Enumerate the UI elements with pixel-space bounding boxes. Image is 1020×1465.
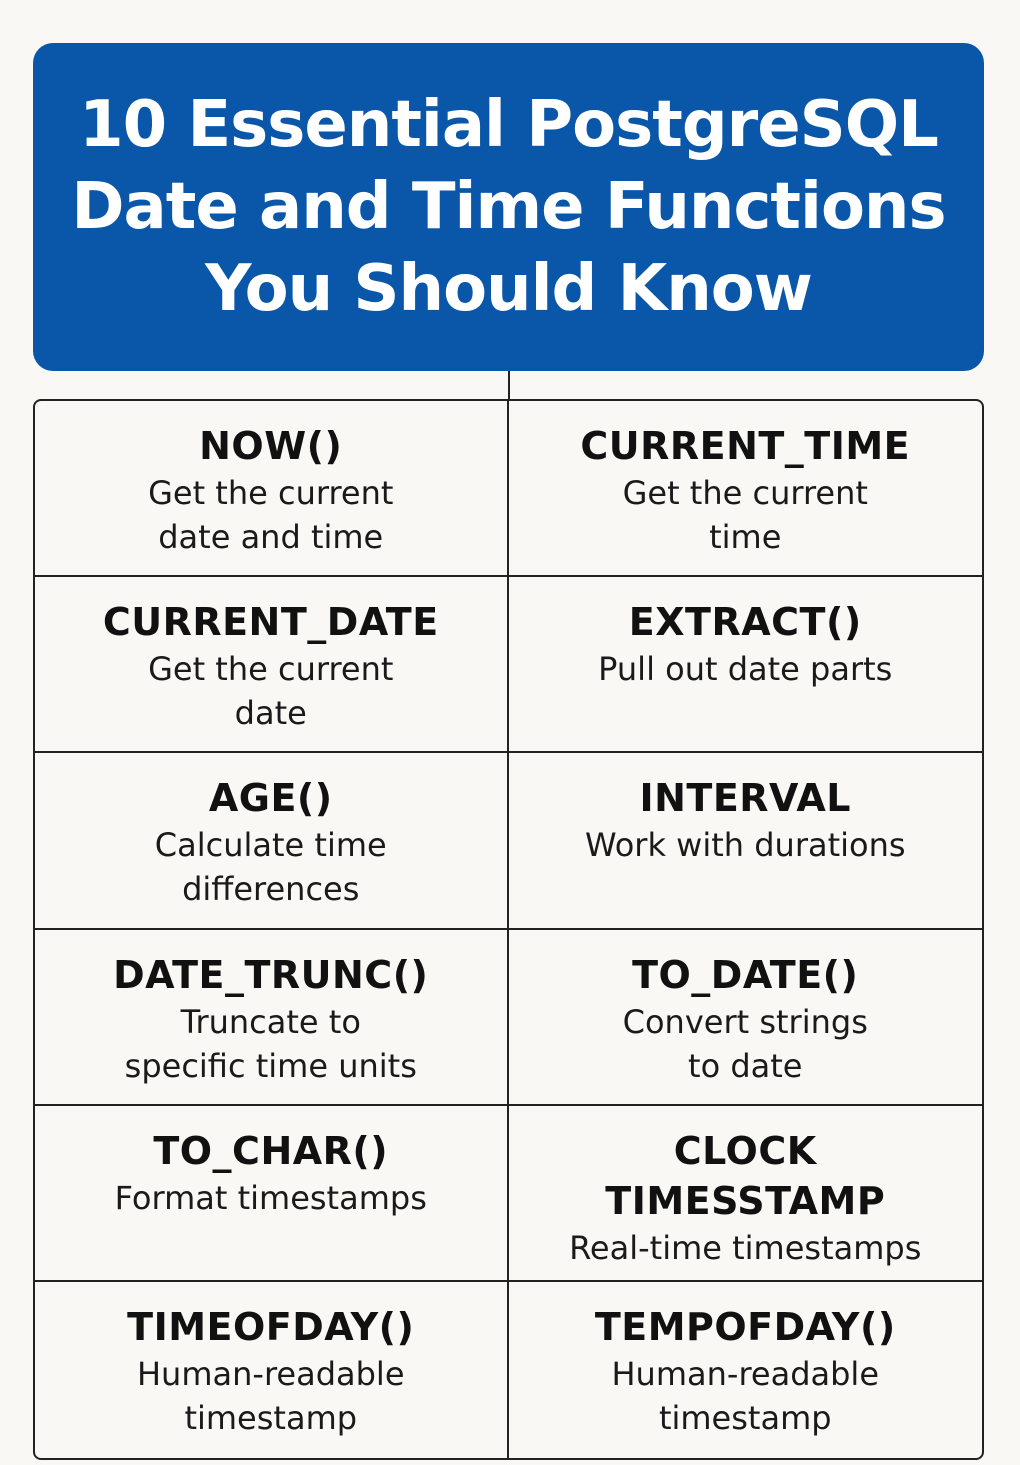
function-cell-clock-timestamp bbox=[509, 1106, 983, 1282]
page-title bbox=[71, 84, 945, 330]
function-description: Get the current time bbox=[622, 474, 868, 556]
function-cell-tempofday bbox=[509, 1282, 983, 1458]
function-cell-extract bbox=[509, 577, 983, 753]
function-cell-timeofday bbox=[35, 1282, 509, 1458]
function-description: Truncate to specific time units bbox=[124, 1002, 417, 1085]
connector-line bbox=[508, 371, 510, 400]
function-cell-to-date bbox=[509, 930, 983, 1106]
function-name: CLOCK TIMESSTAMP bbox=[605, 1128, 886, 1223]
function-name: NOW() bbox=[199, 424, 343, 468]
function-description: Format timestamps bbox=[114, 1178, 427, 1217]
function-cell-interval bbox=[509, 753, 983, 929]
function-description: Get the current date bbox=[148, 650, 394, 733]
function-cell-current-time bbox=[509, 401, 983, 577]
function-description: Pull out date parts bbox=[598, 650, 893, 689]
function-cell-now bbox=[35, 401, 509, 577]
function-name: EXTRACT() bbox=[628, 600, 862, 645]
function-name: CURRENT_TIME bbox=[580, 424, 911, 468]
title-line-3: You Should Know bbox=[205, 252, 812, 326]
title-banner bbox=[33, 43, 984, 371]
function-name: TIMEOFDAY() bbox=[127, 1304, 415, 1349]
function-cell-current-date bbox=[35, 577, 509, 753]
function-name: AGE() bbox=[208, 776, 333, 821]
function-description: Human-readable timestamp bbox=[136, 1354, 405, 1437]
function-cell-age bbox=[35, 753, 509, 929]
title-line-2: Date and Time Functions bbox=[71, 170, 946, 244]
function-name: TO_DATE() bbox=[632, 952, 859, 997]
function-description: Get the current date and time bbox=[148, 474, 394, 556]
function-name: TO_CHAR() bbox=[153, 1128, 389, 1173]
function-description: Calculate time differences bbox=[154, 826, 387, 909]
function-cell-to-char bbox=[35, 1106, 509, 1282]
function-name: TEMPOFDAY() bbox=[594, 1304, 896, 1349]
function-name: CURRENT_DATE bbox=[102, 600, 439, 645]
function-description: Convert strings to date bbox=[622, 1002, 868, 1085]
function-name: INTERVAL bbox=[639, 776, 852, 821]
title-line-1: 10 Essential PostgreSQL bbox=[79, 88, 938, 162]
function-description: Real-time timestamps bbox=[569, 1228, 922, 1267]
function-description: Work with durations bbox=[584, 826, 906, 865]
function-grid bbox=[33, 399, 984, 1460]
function-description: Human-readable timestamp bbox=[611, 1354, 879, 1437]
function-name: DATE_TRUNC() bbox=[113, 952, 429, 997]
function-cell-date-trunc bbox=[35, 930, 509, 1106]
